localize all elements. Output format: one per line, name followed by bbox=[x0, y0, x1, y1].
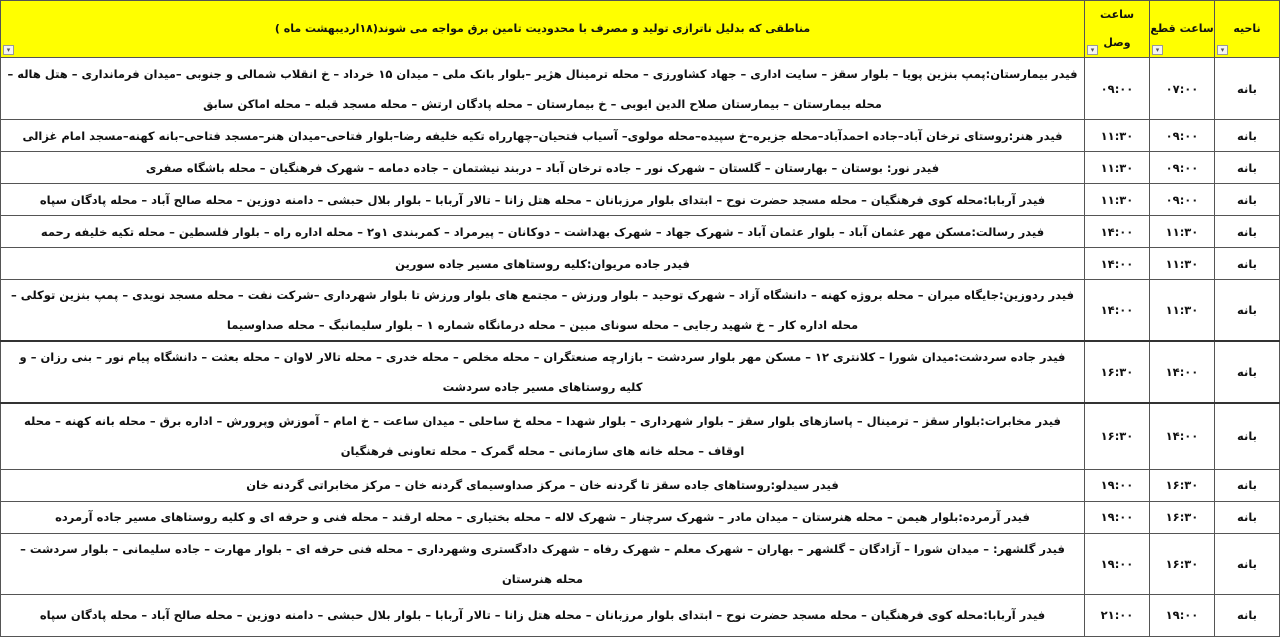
connect-time-cell[interactable]: ۱۹:۰۰ bbox=[1085, 501, 1150, 533]
table-row bbox=[1, 152, 1280, 184]
connect-time-cell[interactable]: ۱۱:۳۰ bbox=[1085, 120, 1150, 152]
cut-time-cell[interactable]: ۱۱:۳۰ bbox=[1150, 216, 1215, 248]
region-cell[interactable]: بانه bbox=[1215, 280, 1280, 342]
header-connect-time[interactable] bbox=[1085, 1, 1150, 58]
header-connect-label: ساعت وصل bbox=[1099, 8, 1135, 49]
region-cell[interactable]: بانه bbox=[1215, 501, 1280, 533]
cut-time-cell[interactable]: ۰۹:۰۰ bbox=[1150, 120, 1215, 152]
connect-time-cell[interactable]: ۱۴:۰۰ bbox=[1085, 248, 1150, 280]
header-cut-time[interactable] bbox=[1150, 1, 1215, 58]
areas-cell[interactable]: فیدر آربابا:محله کوی فرهنگیان – محله مسجد حضرت نوح – ابتدای بلوار مرزبانان – محله هتل زانا – تالار آربابا – بلوار بلال حبشی – دامنه دوزین – محله صالح آباد – محله پادگان سپاه bbox=[1, 594, 1085, 636]
cut-time-cell[interactable]: ۰۷:۰۰ bbox=[1150, 58, 1215, 120]
connect-time-cell[interactable]: ۱۴:۰۰ bbox=[1085, 216, 1150, 248]
region-cell[interactable]: بانه bbox=[1215, 58, 1280, 120]
region-cell[interactable]: بانه bbox=[1215, 533, 1280, 594]
region-cell[interactable]: بانه bbox=[1215, 594, 1280, 636]
areas-cell[interactable]: فیدر رسالت:مسکن مهر عثمان آباد – بلوار عثمان آباد – شهرک جهاد – شهرک بهداشت – دوکانان – پیرمراد – کمربندی ۱و۲ – محله اداره راه – بلوار فلسطین – محله تکیه خلیفه رحمه bbox=[1, 216, 1085, 248]
areas-cell[interactable]: فیدر آربابا:محله کوی فرهنگیان – محله مسجد حضرت نوح – ابتدای بلوار مرزبانان – محله هتل زانا – تالار آربابا – بلوار بلال حبشی – دامنه دوزین – محله صالح آباد – محله پادگان سپاه bbox=[1, 184, 1085, 216]
table-row bbox=[1, 341, 1280, 403]
cut-time-cell[interactable]: ۱۶:۳۰ bbox=[1150, 533, 1215, 594]
header-region[interactable] bbox=[1215, 1, 1280, 58]
connect-time-cell[interactable]: ۰۹:۰۰ bbox=[1085, 58, 1150, 120]
cut-time-cell[interactable]: ۱۶:۳۰ bbox=[1150, 469, 1215, 501]
areas-cell[interactable]: فیدر سیدلو:روستاهای جاده سقز تا گردنه خان – مرکز صداوسیمای گردنه خان – مرکز مخابراتی گردنه خان bbox=[1, 469, 1085, 501]
connect-time-cell[interactable]: ۱۱:۳۰ bbox=[1085, 184, 1150, 216]
table-row bbox=[1, 120, 1280, 152]
table-row bbox=[1, 280, 1280, 342]
cut-time-cell[interactable]: ۱۴:۰۰ bbox=[1150, 341, 1215, 403]
region-cell[interactable]: بانه bbox=[1215, 216, 1280, 248]
connect-time-cell[interactable]: ۱۹:۰۰ bbox=[1085, 469, 1150, 501]
connect-time-cell[interactable]: ۱۶:۳۰ bbox=[1085, 403, 1150, 469]
region-cell[interactable]: بانه bbox=[1215, 120, 1280, 152]
filter-dropdown-icon[interactable]: ▾ bbox=[1152, 45, 1163, 55]
region-cell[interactable]: بانه bbox=[1215, 248, 1280, 280]
areas-cell[interactable]: فیدر گلشهر: – میدان شورا – آزادگان – گلشهر – بهاران – شهرک معلم – شهرک رفاه – شهرک دادگستری وشهرداری – محله فنی حرفه ای – بلوار مهارت – جاده سلیمانی – بلوار سردشت – محله هنرستان bbox=[1, 533, 1085, 594]
cut-time-cell[interactable]: ۱۱:۳۰ bbox=[1150, 280, 1215, 342]
header-cut-label: ساعت قطع bbox=[1150, 22, 1214, 35]
areas-cell[interactable]: فیدر ردوزین:جایگاه میران – محله بروژه کهنه – دانشگاه آزاد – شهرک توحید – بلوار ورزش – مجتمع های بلوار ورزش تا بلوار شهرداری –شرکت نفت – محله مسجد نویدی – پمپ بنزین توکلی – محله اداره کار – خ شهید رجایی – محله سونای مبین – محله درمانگاه شماره ۱ – بلوار سلیمانبگ – محله صداوسیما bbox=[1, 280, 1085, 342]
table-row bbox=[1, 216, 1280, 248]
table-row bbox=[1, 469, 1280, 501]
areas-cell[interactable]: فیدر آرمرده:بلوار هیمن – محله هنرستان – میدان مادر – شهرک سرچنار – شهرک لاله – محله بختیاری – محله ارقند – محله فنی و حرفه ای و کلیه روستاهای مسیر جاده آرمرده bbox=[1, 501, 1085, 533]
region-cell[interactable]: بانه bbox=[1215, 341, 1280, 403]
region-cell[interactable]: بانه bbox=[1215, 184, 1280, 216]
table-row bbox=[1, 58, 1280, 120]
filter-active-icon[interactable]: ▾ bbox=[1217, 45, 1228, 55]
cut-time-cell[interactable]: ۱۱:۳۰ bbox=[1150, 248, 1215, 280]
table-row bbox=[1, 403, 1280, 469]
region-cell[interactable]: بانه bbox=[1215, 403, 1280, 469]
connect-time-cell[interactable]: ۱۱:۳۰ bbox=[1085, 152, 1150, 184]
areas-cell[interactable]: فیدر بیمارستان:پمپ بنزین پویا – بلوار سقز – سایت اداری – جهاد کشاورزی – محله ترمینال هژیر –بلوار بانک ملی – میدان ۱۵ خرداد – خ انقلاب شمالی و جنوبی –میدان فرمانداری – هتل هاله – محله بیمارستان – بیمارستان صلاح الدین ایوبی – خ بیمارستان – محله پادگان ارتش – محله مسجد قبله – محله اماکن سابق bbox=[1, 58, 1085, 120]
cut-time-cell[interactable]: ۱۶:۳۰ bbox=[1150, 501, 1215, 533]
header-areas-label: مناطقی که بدلیل ناترازی تولید و مصرف با محدودیت تامین برق مواجه می شوند(۱۸اردیبهشت ماه ) bbox=[274, 22, 811, 35]
cut-time-cell[interactable]: ۰۹:۰۰ bbox=[1150, 184, 1215, 216]
cut-time-cell[interactable]: ۱۹:۰۰ bbox=[1150, 594, 1215, 636]
areas-cell[interactable]: فیدر هنر:روستای ترخان آباد–جاده احمدآباد–محله جزیره–خ سپیده–محله مولوی– آسیاب فتحیان–چهارراه تکیه خلیفه رضا–بلوار فتاحی–میدان هنر–مسجد فتاحی–بانه کهنه–مسجد امام غزالی bbox=[1, 120, 1085, 152]
region-cell[interactable]: بانه bbox=[1215, 469, 1280, 501]
region-cell[interactable]: بانه bbox=[1215, 152, 1280, 184]
areas-cell[interactable]: فیدر جاده سردشت:میدان شورا – کلانتری ۱۲ – مسکن مهر بلوار سردشت – بازارچه صنعتگران – محله مخلص – محله خدری – محله تالار لاوان – محله بعثت – دانشگاه پیام نور – بنی رزان – و کلیه روستاهای مسیر جاده سردشت bbox=[1, 341, 1085, 403]
header-areas[interactable] bbox=[1, 1, 1085, 58]
table-row bbox=[1, 501, 1280, 533]
areas-cell[interactable]: فیدر نور: بوستان – بهارستان – گلستان – شهرک نور – جاده ترخان آباد – دربند نیشتمان – جاده دمامه – شهرک فرهنگیان – محله باشگاه صفری bbox=[1, 152, 1085, 184]
table-row bbox=[1, 184, 1280, 216]
areas-cell[interactable]: فیدر مخابرات:بلوار سقز – ترمینال – پاسازهای بلوار سقز – بلوار شهرداری – بلوار شهدا – محله خ ساحلی – میدان ساعت – خ امام – آموزش وپرورش – اداره برق – محله بانه کهنه – محله اوقاف – محله خانه های سازمانی – محله گمرک – محله تعاونی فرهنگیان bbox=[1, 403, 1085, 469]
filter-dropdown-icon[interactable]: ▾ bbox=[3, 45, 14, 55]
table-row bbox=[1, 533, 1280, 594]
cut-time-cell[interactable]: ۰۹:۰۰ bbox=[1150, 152, 1215, 184]
connect-time-cell[interactable]: ۲۱:۰۰ bbox=[1085, 594, 1150, 636]
areas-cell[interactable]: فیدر جاده مریوان:کلیه روستاهای مسیر جاده سورین bbox=[1, 248, 1085, 280]
connect-time-cell[interactable]: ۱۹:۰۰ bbox=[1085, 533, 1150, 594]
connect-time-cell[interactable]: ۱۴:۰۰ bbox=[1085, 280, 1150, 342]
cut-time-cell[interactable]: ۱۴:۰۰ bbox=[1150, 403, 1215, 469]
table-row bbox=[1, 594, 1280, 636]
table-row bbox=[1, 248, 1280, 280]
filter-dropdown-icon[interactable]: ▾ bbox=[1087, 45, 1098, 55]
header-region-label: ناحیه bbox=[1233, 22, 1261, 35]
connect-time-cell[interactable]: ۱۶:۳۰ bbox=[1085, 341, 1150, 403]
header-row bbox=[1, 1, 1280, 58]
